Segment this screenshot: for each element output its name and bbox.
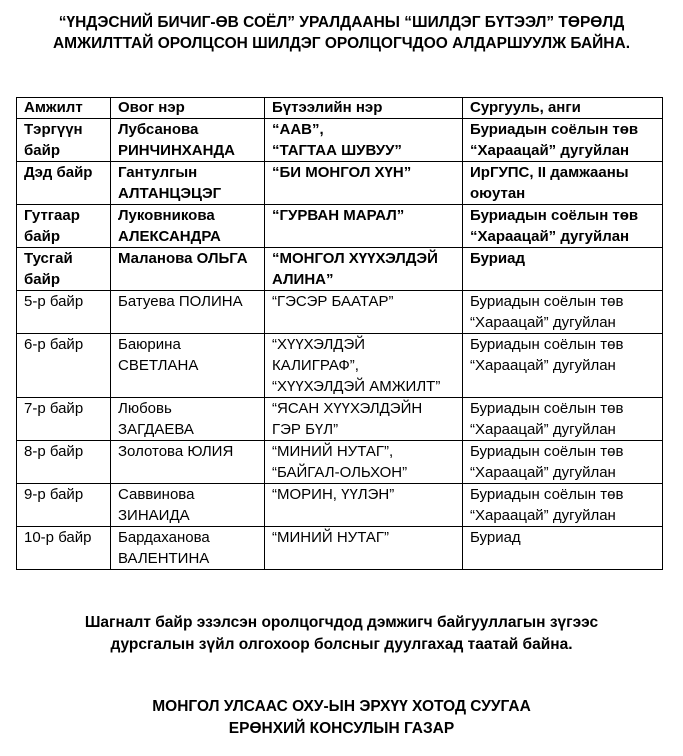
achievement-cell — [17, 527, 111, 570]
cell-text-line: Буриадын соёлын төв — [470, 207, 639, 224]
school-cell — [463, 527, 663, 570]
signature-line-1: МОНГОЛ УЛСААС ОХУ-ЫН ЭРХҮҮ ХОТОД СУУГАА — [152, 698, 531, 715]
cell-text-line: Тэргүүн — [24, 121, 83, 138]
cell-text-line: Буриадын соёлын төв — [470, 400, 624, 417]
table-row — [17, 527, 663, 570]
cell-text-line: “ААВ”, — [272, 121, 324, 138]
school-cell — [463, 334, 663, 398]
work-title-cell — [265, 205, 463, 248]
cell-text-line: 5-р байр — [24, 293, 84, 310]
cell-text-line: АЛИНА” — [272, 271, 334, 288]
school-cell — [463, 248, 663, 291]
cell-text-line: АЛТАНЦЭЦЭГ — [118, 185, 222, 202]
cell-text-line: Любовь — [118, 400, 172, 417]
cell-text-line: Лубсанова — [118, 121, 199, 138]
achievement-cell — [17, 441, 111, 484]
cell-text-line: 9-р байр — [24, 486, 84, 503]
cell-text-line: оюутан — [470, 185, 526, 202]
table-row — [17, 334, 663, 398]
results-table — [16, 97, 663, 570]
cell-text-line: “ТАГТАА ШУВУУ” — [272, 142, 402, 159]
table-row — [17, 398, 663, 441]
note-line-1: Шагналт байр эзэлсэн оролцогчдод дэмжигч байгууллагын зүгээс — [84, 614, 599, 631]
achievement-cell — [17, 119, 111, 162]
table-row — [17, 248, 663, 291]
cell-text-line: ЗИНАИДА — [118, 507, 190, 524]
cell-text-line: “Хараацай” дугуйлан — [470, 314, 616, 331]
cell-text-line: “ГЭСЭР БААТАР” — [272, 293, 394, 310]
cell-text-line: ГЭР БҮЛ” — [272, 421, 339, 438]
note-line-2: дурсгалын зүйл олгохоор болсныг дуулгахад таатай байна. — [110, 636, 573, 653]
cell-text-line: ИрГУПС, II дамжааны — [470, 164, 629, 181]
work-title-cell — [265, 398, 463, 441]
name-cell — [111, 441, 265, 484]
cell-text-line: 7-р байр — [24, 400, 84, 417]
cell-text-line: “Хараацай” дугуйлан — [470, 142, 630, 159]
cell-text-line: “МОНГОЛ ХҮҮХЭЛДЭЙ — [272, 250, 438, 267]
achievement-cell — [17, 398, 111, 441]
cell-text-line: РИНЧИНХАНДА — [118, 142, 235, 159]
cell-text-line: АЛЕКСАНДРА — [118, 228, 221, 245]
achievement-cell — [17, 291, 111, 334]
work-title-cell — [265, 291, 463, 334]
name-cell — [111, 162, 265, 205]
table-row — [17, 484, 663, 527]
cell-text-line: Буриадын соёлын төв — [470, 486, 624, 503]
cell-text-line: СВЕТЛАНА — [118, 357, 199, 374]
cell-text-line: ВАЛЕНТИНА — [118, 550, 210, 567]
cell-text-line: Буриадын соёлын төв — [470, 443, 624, 460]
achievement-cell — [17, 248, 111, 291]
cell-text-line: “БИ МОНГОЛ ХҮН” — [272, 164, 412, 181]
achievement-cell — [17, 484, 111, 527]
table-row — [17, 291, 663, 334]
cell-text-line: байр — [24, 271, 60, 288]
table-row — [17, 205, 663, 248]
table-row — [17, 119, 663, 162]
cell-text-line: “БАЙГАЛ-ОЛЬХОН” — [272, 464, 408, 481]
cell-text-line: Буриад — [470, 250, 525, 267]
school-cell — [463, 162, 663, 205]
cell-text-line: Луковникова — [118, 207, 215, 224]
cell-text-line: “Хараацай” дугуйлан — [470, 228, 630, 245]
achievement-cell — [17, 205, 111, 248]
cell-text-line: Бардаханова — [118, 529, 210, 546]
header-school: Сургууль, анги — [463, 98, 663, 119]
table-row — [17, 162, 663, 205]
name-cell — [111, 398, 265, 441]
cell-text-line: Буриад — [470, 529, 521, 546]
name-cell — [111, 205, 265, 248]
school-cell — [463, 119, 663, 162]
table-body — [17, 119, 663, 570]
achievement-cell — [17, 334, 111, 398]
cell-text-line: “ХҮҮХЭЛДЭЙ — [272, 336, 366, 353]
cell-text-line: 8-р байр — [24, 443, 84, 460]
school-cell — [463, 484, 663, 527]
cell-text-line: “ГУРВАН МАРАЛ” — [272, 207, 405, 224]
cell-text-line: “Хараацай” дугуйлан — [470, 464, 616, 481]
work-title-cell — [265, 248, 463, 291]
achievement-cell — [17, 162, 111, 205]
work-title-cell — [265, 441, 463, 484]
cell-text-line: Саввинова — [118, 486, 195, 503]
header-achievement: Амжилт — [17, 98, 111, 119]
work-title-cell — [265, 484, 463, 527]
cell-text-line: Маланова ОЛЬГА — [118, 250, 248, 267]
header-work-title: Бүтээлийн нэр — [265, 98, 463, 119]
cell-text-line: Буриадын соёлын төв — [470, 293, 624, 310]
work-title-cell — [265, 334, 463, 398]
cell-text-line: “ЯСАН ХҮҮХЭЛДЭЙН — [272, 400, 423, 417]
cell-text-line: байр — [24, 228, 60, 245]
signature-line-2: ЕРӨНХИЙ КОНСУЛЫН ГАЗАР — [228, 720, 455, 737]
work-title-cell — [265, 162, 463, 205]
name-cell — [111, 334, 265, 398]
school-cell — [463, 205, 663, 248]
cell-text-line: ЗАГДАЕВА — [118, 421, 194, 438]
cell-text-line: Гантулгын — [118, 164, 198, 181]
name-cell — [111, 248, 265, 291]
cell-text-line: байр — [24, 142, 60, 159]
name-cell — [111, 291, 265, 334]
page-heading — [0, 12, 683, 54]
table-row — [17, 441, 663, 484]
school-cell — [463, 441, 663, 484]
cell-text-line: Гутгаар — [24, 207, 80, 224]
cell-text-line: “МИНИЙ НУТАГ”, — [272, 443, 394, 460]
award-note — [0, 612, 683, 656]
cell-text-line: “ХҮҮХЭЛДЭЙ АМЖИЛТ” — [272, 378, 441, 395]
work-title-cell — [265, 527, 463, 570]
cell-text-line: Золотова ЮЛИЯ — [118, 443, 234, 460]
cell-text-line: “Хараацай” дугуйлан — [470, 421, 616, 438]
cell-text-line: “МОРИН, ҮҮЛЭН” — [272, 486, 395, 503]
school-cell — [463, 398, 663, 441]
cell-text-line: КАЛИГРАФ”, — [272, 357, 359, 374]
cell-text-line: “МИНИЙ НУТАГ” — [272, 529, 389, 546]
heading-line-2: АМЖИЛТТАЙ ОРОЛЦСОН ШИЛДЭГ ОРОЛЦОГЧДОО АЛДАРШУУЛЖ БАЙНА. — [52, 35, 631, 52]
name-cell — [111, 484, 265, 527]
cell-text-line: Дэд байр — [24, 164, 93, 181]
cell-text-line: “Хараацай” дугуйлан — [470, 507, 616, 524]
cell-text-line: “Хараацай” дугуйлан — [470, 357, 616, 374]
header-name: Овог нэр — [111, 98, 265, 119]
cell-text-line: Буриадын соёлын төв — [470, 336, 624, 353]
name-cell — [111, 119, 265, 162]
heading-line-1: “ҮНДЭСНИЙ БИЧИГ-ӨВ СОЁЛ” УРАЛДААНЫ “ШИЛДЭГ БҮТЭЭЛ” ТӨРӨЛД — [58, 14, 625, 31]
cell-text-line: Тусгай — [24, 250, 73, 267]
cell-text-line: Баюрина — [118, 336, 181, 353]
signature-block — [0, 696, 683, 740]
school-cell — [463, 291, 663, 334]
table-header-row — [17, 98, 663, 119]
work-title-cell — [265, 119, 463, 162]
name-cell — [111, 527, 265, 570]
cell-text-line: 10-р байр — [24, 529, 92, 546]
cell-text-line: 6-р байр — [24, 336, 84, 353]
cell-text-line: Батуева ПОЛИНА — [118, 293, 243, 310]
cell-text-line: Буриадын соёлын төв — [470, 121, 639, 138]
